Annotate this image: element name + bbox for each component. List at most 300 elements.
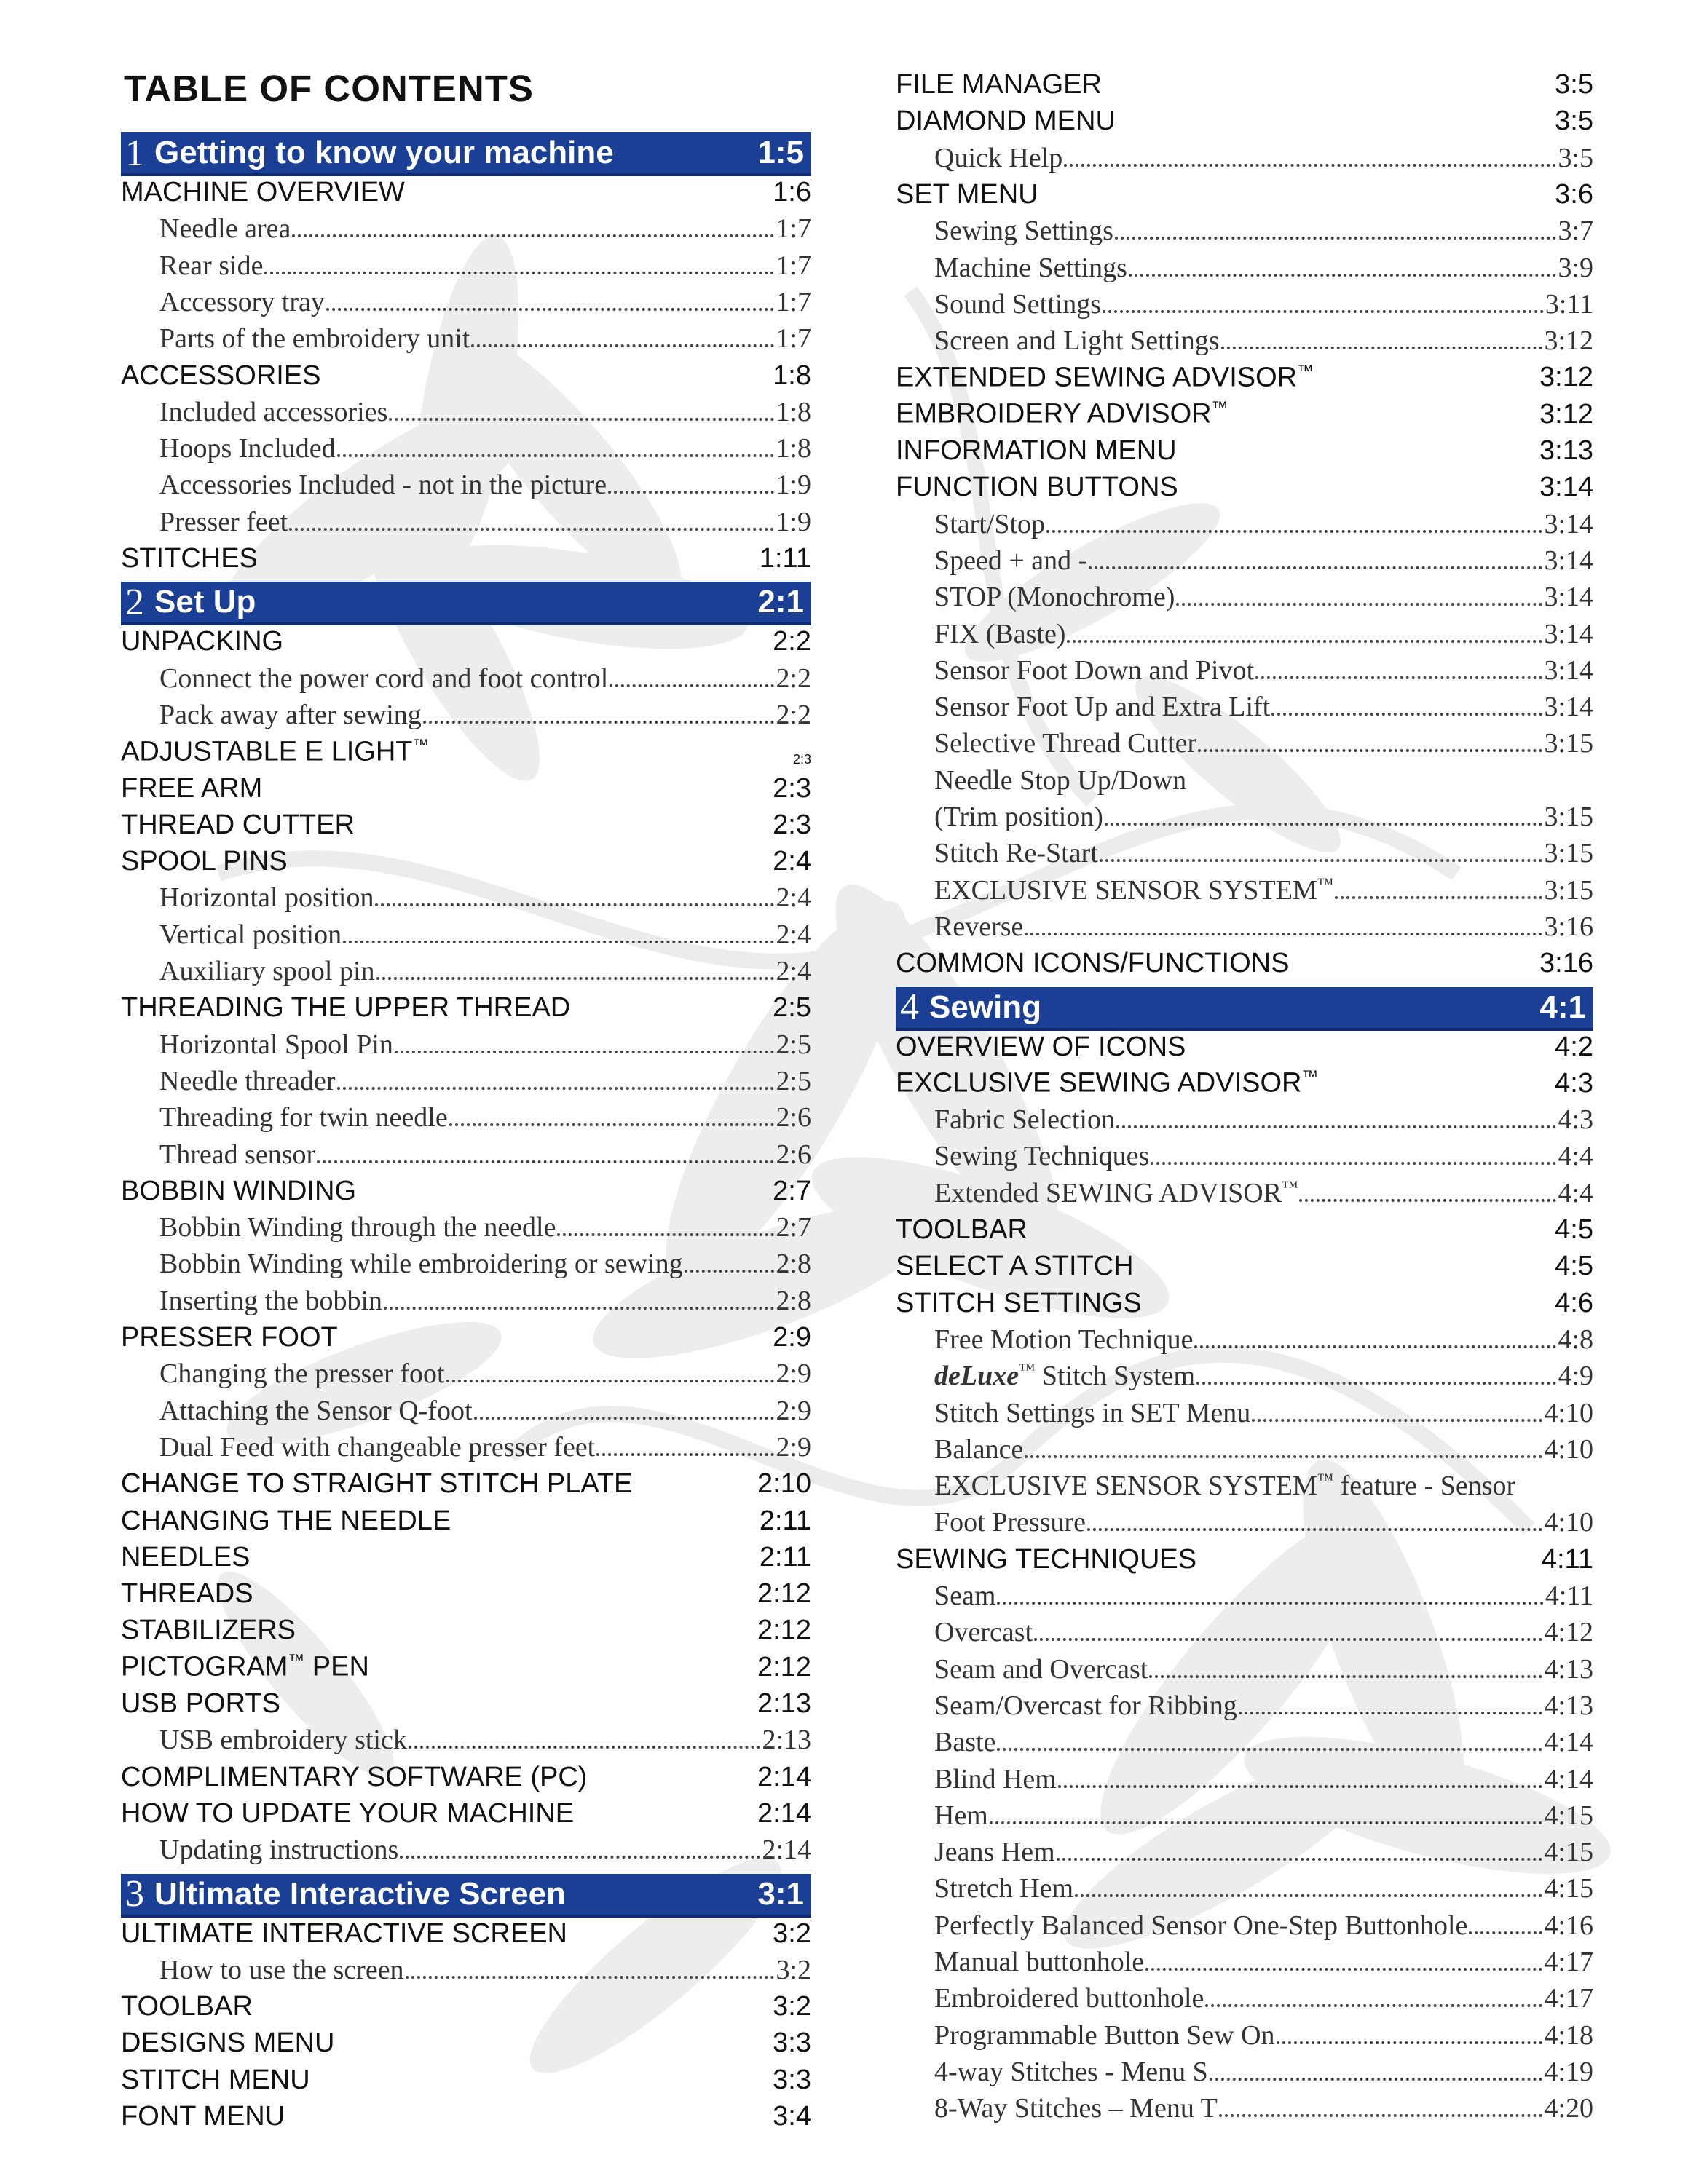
dot-leader <box>1194 1345 1556 1348</box>
entry-page: 3:14 <box>1544 618 1593 649</box>
entry-title: SPOOL PINS <box>121 846 288 877</box>
entry-title: MACHINE OVERVIEW <box>121 177 405 207</box>
entry-page: 4:5 <box>1555 1251 1593 1282</box>
dot-leader <box>474 1417 775 1420</box>
dot-leader <box>1058 1785 1543 1788</box>
toc-entry-dual-feed-with-changeable-presser-feet[interactable] <box>121 1430 811 1463</box>
dot-leader <box>1219 2114 1543 2117</box>
toc-heading-usb-ports[interactable] <box>121 1686 811 1720</box>
toc-heading-needles[interactable] <box>121 1540 811 1573</box>
toc-entry-sensor-foot-down-and-pivot[interactable] <box>896 653 1593 687</box>
dot-leader <box>1129 274 1557 277</box>
entry-page: 4:4 <box>1558 1177 1593 1208</box>
entry-title: Needle threader <box>159 1065 336 1096</box>
entry-title: Overcast <box>934 1617 1033 1648</box>
entry-title: Vertical position <box>159 919 342 950</box>
entry-page: 3:15 <box>1544 728 1593 759</box>
toc-entry-vertical-position[interactable] <box>121 917 811 951</box>
toc-entry-programmable-button-sew-on[interactable] <box>896 2018 1593 2052</box>
toc-entry-4-way-stitches-menu-s[interactable] <box>896 2054 1593 2088</box>
entry-title: Extended SEWING ADVISOR™ <box>934 1177 1298 1208</box>
entry-title: USB PORTS <box>121 1688 280 1719</box>
entry-page: 4:20 <box>1544 2093 1593 2124</box>
dot-leader <box>449 1123 775 1126</box>
toc-heading-stitches[interactable] <box>121 541 811 574</box>
entry-page: 4:11 <box>1541 1543 1593 1575</box>
entry-title: FUNCTION BUTTONS <box>896 472 1178 503</box>
toc-entry-included-accessories[interactable] <box>121 395 811 428</box>
toc-entry-blind-hem[interactable] <box>896 1762 1593 1795</box>
chapter-header-4[interactable] <box>896 987 1593 1031</box>
entry-page: 2:5 <box>776 1065 811 1096</box>
toc-entry-screen-and-light-settings[interactable] <box>896 323 1593 357</box>
dot-leader <box>1064 164 1556 167</box>
dot-leader <box>471 344 774 347</box>
toc-heading-presser-foot[interactable] <box>121 1320 811 1353</box>
chapter-title: Set Up <box>154 584 256 620</box>
entry-title: Sewing Techniques <box>934 1141 1150 1172</box>
toc-entry-deluxe-stitch-system[interactable] <box>896 1358 1593 1392</box>
toc-heading-overview-of-icons[interactable] <box>896 1029 1593 1063</box>
toc-entry-changing-the-presser-foot[interactable] <box>121 1356 811 1390</box>
entry-title: Threading for twin needle <box>159 1102 448 1133</box>
toc-heading-accessories[interactable] <box>121 358 811 392</box>
toc-heading-diamond-menu[interactable] <box>896 103 1593 137</box>
toc-heading-toolbar[interactable] <box>121 1989 811 2022</box>
entry-title: Included accessories <box>159 396 388 427</box>
entry-title: EXCLUSIVE SEWING ADVISOR™ <box>896 1067 1319 1099</box>
toc-entry-pack-away-after-sewing[interactable] <box>121 697 811 731</box>
toc-entry-8-way-stitches-menu-t[interactable] <box>896 2091 1593 2124</box>
entry-title: Jeans Hem <box>934 1837 1055 1868</box>
entry-page: 2:5 <box>776 1029 811 1060</box>
toc-entry-free-motion-technique[interactable] <box>896 1322 1593 1356</box>
entry-title: FONT MENU <box>121 2101 285 2132</box>
entry-page: 2:8 <box>776 1249 811 1280</box>
chapter-title: Sewing <box>929 989 1042 1025</box>
entry-page: 4:6 <box>1555 1287 1593 1318</box>
entry-page: 3:2 <box>776 1954 811 1985</box>
toc-entry-seam-and-overcast[interactable] <box>896 1652 1593 1685</box>
entry-title: DESIGNS MENU <box>121 2027 335 2059</box>
toc-heading-font-menu[interactable] <box>121 2099 811 2132</box>
toc-heading-toolbar[interactable] <box>896 1212 1593 1246</box>
dot-leader <box>384 1307 774 1310</box>
toc-entry-sound-settings[interactable] <box>896 287 1593 320</box>
dot-leader <box>375 903 774 906</box>
toc-heading-pictogram-pen[interactable] <box>121 1650 811 1683</box>
entry-title: Needle area <box>159 213 291 245</box>
entry-title: THREADS <box>121 1578 253 1610</box>
toc-entry-balance[interactable] <box>896 1432 1593 1465</box>
toc-heading-stabilizers[interactable] <box>121 1613 811 1646</box>
toc-entry-rear-side[interactable] <box>121 248 811 282</box>
entry-page: 2:7 <box>776 1212 811 1243</box>
entry-page: 3:14 <box>1539 472 1593 503</box>
entry-page: 2:5 <box>773 992 811 1024</box>
toc-entry-stretch-hem[interactable] <box>896 1871 1593 1904</box>
entry-page: 3:3 <box>773 2064 811 2095</box>
toc-entry-stop-monochrome[interactable] <box>896 579 1593 613</box>
entry-page: 3:5 <box>1555 69 1593 100</box>
toc-heading-designs-menu[interactable] <box>121 2025 811 2059</box>
toc-entry-overcast[interactable] <box>896 1615 1593 1648</box>
entry-page: 2:13 <box>762 1725 811 1756</box>
page-title: TABLE OF CONTENTS <box>124 68 534 109</box>
entry-title: Seam <box>934 1580 996 1611</box>
dot-leader <box>376 977 775 980</box>
toc-heading-how-to-update-your-machine[interactable] <box>121 1796 811 1829</box>
dot-leader <box>326 308 775 311</box>
toc-heading-ultimate-interactive-screen[interactable] <box>121 1916 811 1950</box>
entry-title: SELECT A STITCH <box>896 1251 1134 1282</box>
entry-page: 1:11 <box>759 543 811 574</box>
dot-leader <box>264 272 774 274</box>
toc-heading-change-to-straight-stitch-plate[interactable] <box>121 1466 811 1500</box>
toc-entry-accessories-included-not-in-the-picture[interactable] <box>121 467 811 501</box>
entry-page: 4:13 <box>1544 1690 1593 1721</box>
entry-page: 2:8 <box>776 1285 811 1316</box>
entry-title: Bobbin Winding while embroidering or sewing <box>159 1249 683 1280</box>
toc-entry-bobbin-winding-through-the-needle[interactable] <box>121 1210 811 1243</box>
toc-entry-extended-sewing-advisor[interactable] <box>896 1176 1593 1209</box>
toc-heading-free-arm[interactable] <box>121 771 811 804</box>
entry-title: Programmable Button Sew On <box>934 2019 1275 2051</box>
entry-page: 4:9 <box>1558 1361 1593 1392</box>
entry-title: STITCHES <box>121 543 258 574</box>
entry-page: 3:2 <box>773 1991 811 2022</box>
toc-heading-bobbin-winding[interactable] <box>121 1174 811 1207</box>
toc-entry-auxiliary-spool-pin[interactable] <box>121 954 811 987</box>
dot-leader <box>1103 310 1544 313</box>
dot-leader <box>1255 676 1542 679</box>
toc-entry-parts-of-the-embroidery-unit[interactable] <box>121 321 811 355</box>
chapter-page: 1:5 <box>757 135 804 170</box>
chapter-header-1[interactable] <box>121 132 811 176</box>
toc-heading-adjustable-e-light[interactable] <box>121 734 811 767</box>
toc-entry-usb-embroidery-stick[interactable] <box>121 1722 811 1756</box>
entry-page: 4:19 <box>1544 2056 1593 2087</box>
toc-entry-sewing-techniques[interactable] <box>896 1139 1593 1172</box>
toc-entry-stitch-settings-in-set-menu[interactable] <box>896 1396 1593 1429</box>
entry-title: Speed + and - <box>934 545 1088 576</box>
toc-heading-file-manager[interactable] <box>896 67 1593 100</box>
entry-title: Connect the power cord and foot control <box>159 662 609 694</box>
entry-page: 2:10 <box>757 1468 811 1500</box>
toc-heading-information-menu[interactable] <box>896 433 1593 467</box>
entry-page: 3:12 <box>1544 325 1593 357</box>
entry-title: Selective Thread Cutter <box>934 728 1197 759</box>
entry-page: 2:3 <box>773 772 811 804</box>
entry-page: 3:9 <box>1558 252 1593 283</box>
dot-leader <box>1205 2004 1542 2007</box>
toc-entry-baste[interactable] <box>896 1725 1593 1758</box>
dot-leader <box>610 684 774 687</box>
entry-title: Fabric Selection <box>934 1104 1115 1136</box>
toc-entry-seam-overcast-for-ribbing[interactable] <box>896 1688 1593 1722</box>
entry-title: Manual buttonhole <box>934 1947 1145 1977</box>
toc-entry-horizontal-spool-pin[interactable] <box>121 1027 811 1061</box>
toc-entry-machine-settings[interactable] <box>896 250 1593 284</box>
entry-title: DIAMOND MENU <box>896 106 1116 137</box>
toc-heading-stitch-settings[interactable] <box>896 1286 1593 1319</box>
entry-title: TOOLBAR <box>896 1214 1028 1245</box>
toc-entry-fabric-selection[interactable] <box>896 1102 1593 1136</box>
dot-leader <box>409 1746 761 1749</box>
dot-leader <box>1046 530 1542 533</box>
toc-entry-perfectly-balanced-sensor-one-step-buttonhole[interactable] <box>896 1908 1593 1942</box>
entry-title: EMBROIDERY ADVISOR™ <box>896 397 1228 430</box>
entry-page: 4:3 <box>1555 1067 1593 1099</box>
toc-entry-threading-for-twin-needle[interactable] <box>121 1100 811 1133</box>
entry-title: Auxiliary spool pin <box>159 956 375 986</box>
toc-entry-presser-feet[interactable] <box>121 505 811 538</box>
dot-leader <box>317 1160 774 1163</box>
toc-heading-threading-the-upper-thread[interactable] <box>121 990 811 1024</box>
entry-page: 4:2 <box>1555 1031 1593 1062</box>
toc-heading-changing-the-needle[interactable] <box>121 1503 811 1537</box>
toc-entry-seam[interactable] <box>896 1578 1593 1612</box>
dot-leader <box>1252 1419 1542 1422</box>
toc-entry-needle-area[interactable] <box>121 211 811 245</box>
entry-title: Stitch Re-Start <box>934 838 1098 869</box>
toc-entry-exclusive-sensor-system[interactable] <box>896 873 1593 906</box>
toc-entry-hem[interactable] <box>896 1798 1593 1832</box>
entry-page: 4:3 <box>1558 1104 1593 1136</box>
entry-page: 2:9 <box>773 1322 811 1353</box>
entry-page: 3:15 <box>1544 838 1593 869</box>
entry-page: 3:11 <box>1545 288 1593 320</box>
toc-entry-needle-threader[interactable] <box>121 1064 811 1097</box>
toc-entry-bobbin-winding-while-embroidering-or-sewing[interactable] <box>121 1246 811 1280</box>
entry-title: Horizontal Spool Pin <box>159 1029 393 1060</box>
chapter-number: 1 <box>125 132 144 174</box>
toc-entry-reverse[interactable] <box>896 909 1593 943</box>
toc-entry-speed-and[interactable] <box>896 543 1593 577</box>
toc-entry-sewing-settings[interactable] <box>896 213 1593 247</box>
entry-page: 2:9 <box>776 1395 811 1426</box>
toc-entry-embroidered-buttonhole[interactable] <box>896 1981 1593 2014</box>
dot-leader <box>997 1602 1543 1605</box>
entry-title: COMMON ICONS/FUNCTIONS <box>896 948 1290 979</box>
dot-leader <box>1100 859 1543 862</box>
dot-leader <box>1075 1894 1542 1897</box>
toc-heading-extended-sewing-advisor[interactable] <box>896 360 1593 393</box>
entry-title: TOOLBAR <box>121 1991 253 2022</box>
entry-page: 3:16 <box>1544 911 1593 942</box>
entry-title: Seam and Overcast <box>934 1653 1148 1685</box>
entry-page: 4:10 <box>1544 1507 1593 1538</box>
entry-title: Machine Settings <box>934 252 1127 283</box>
entry-title: Seam/Overcast for Ribbing <box>934 1690 1237 1721</box>
entry-title: OVERVIEW OF ICONS <box>896 1031 1186 1062</box>
entry-page: 3:12 <box>1539 362 1593 393</box>
chapter-page: 3:1 <box>757 1875 804 1912</box>
toc-entry-fix-baste[interactable] <box>896 617 1593 650</box>
dot-leader <box>1105 823 1543 826</box>
dot-leader <box>1198 749 1542 752</box>
toc-heading-spool-pins[interactable] <box>121 844 811 877</box>
dot-leader <box>337 1087 775 1090</box>
chapter-page: 4:1 <box>1539 989 1586 1025</box>
entry-page: 2:2 <box>773 626 811 657</box>
entry-page: 2:9 <box>776 1358 811 1390</box>
toc-heading-select-a-stitch[interactable] <box>896 1249 1593 1282</box>
entry-page: 2:7 <box>773 1175 811 1206</box>
toc-heading-common-icons-functions[interactable] <box>896 946 1593 979</box>
entry-page: 4:16 <box>1544 1910 1593 1941</box>
toc-heading-embroidery-advisor[interactable] <box>896 397 1593 430</box>
entry-title: STOP (Monochrome) <box>934 582 1175 613</box>
entry-title: Sensor Foot Down and Pivot <box>934 654 1255 686</box>
dot-leader <box>337 454 775 457</box>
entry-title: Updating instructions <box>159 1835 399 1866</box>
entry-title: ULTIMATE INTERACTIVE SCREEN <box>121 1918 567 1949</box>
dot-leader <box>1210 2078 1543 2081</box>
toc-entry-needle-stop-up-down[interactable] <box>896 763 1593 796</box>
dot-leader <box>1025 1455 1542 1458</box>
entry-page: 2:4 <box>773 846 811 877</box>
toc-heading-thread-cutter[interactable] <box>121 807 811 841</box>
dot-leader <box>1469 1931 1542 1934</box>
entry-page: 4:15 <box>1544 1800 1593 1831</box>
entry-title: Changing the presser foot <box>159 1358 445 1390</box>
entry-title: (Trim position) <box>934 802 1103 832</box>
entry-title: HOW TO UPDATE YOUR MACHINE <box>121 1797 575 1829</box>
dot-leader <box>1196 1382 1556 1385</box>
toc-entry-thread-sensor[interactable] <box>121 1137 811 1171</box>
toc-heading-threads[interactable] <box>121 1576 811 1610</box>
dot-leader <box>1116 1125 1556 1128</box>
entry-page: 2:6 <box>776 1139 811 1170</box>
entry-title: Parts of the embroidery unit <box>159 323 470 355</box>
toc-entry-stitch-re-start[interactable] <box>896 836 1593 869</box>
entry-page: 2:14 <box>757 1761 811 1792</box>
entry-page: 1:7 <box>776 323 811 355</box>
toc-entry-jeans-hem[interactable] <box>896 1835 1593 1868</box>
toc-entry-accessory-tray[interactable] <box>121 285 811 318</box>
entry-title: ADJUSTABLE E LIGHT™ <box>121 735 430 767</box>
dot-leader <box>1034 1638 1542 1641</box>
dot-leader <box>608 491 774 494</box>
toc-entry-trim-position[interactable] <box>896 799 1593 833</box>
entry-title: Quick Help <box>934 142 1063 173</box>
dot-leader <box>406 1976 775 1979</box>
chapter-page: 2:1 <box>757 584 804 620</box>
entry-title: Inserting the bobbin <box>159 1285 383 1316</box>
entry-title: Presser feet <box>159 506 288 537</box>
toc-entry-how-to-use-the-screen[interactable] <box>121 1952 811 1986</box>
entry-page: 1:6 <box>773 177 811 207</box>
dot-leader <box>1299 1199 1556 1202</box>
entry-page: 1:8 <box>776 433 811 464</box>
entry-page: 3:7 <box>1558 215 1593 247</box>
entry-title: FREE ARM <box>121 772 263 804</box>
toc-entry-hoops-included[interactable] <box>121 431 811 464</box>
toc-heading-unpacking[interactable] <box>121 624 811 657</box>
toc-heading-set-menu[interactable] <box>896 177 1593 210</box>
entry-page: 4:15 <box>1544 1837 1593 1868</box>
entry-page: 4:17 <box>1544 1947 1593 1977</box>
entry-title: Blind Hem <box>934 1763 1057 1795</box>
entry-page: 4:18 <box>1544 2019 1593 2051</box>
chapter-number: 2 <box>125 581 144 623</box>
entry-title: Stitch Settings in SET Menu <box>934 1397 1251 1428</box>
toc-heading-sewing-techniques[interactable] <box>896 1542 1593 1575</box>
entry-title: EXCLUSIVE SENSOR SYSTEM™ feature - Sensor <box>934 1470 1516 1502</box>
toc-entry-inserting-the-bobbin[interactable] <box>121 1283 811 1317</box>
toc-entry-connect-the-power-cord-and-foot-control[interactable] <box>121 661 811 695</box>
chapter-header-3[interactable] <box>121 1874 811 1918</box>
entry-page: 4:10 <box>1544 1433 1593 1465</box>
toc-heading-stitch-menu[interactable] <box>121 2062 811 2096</box>
entry-title: THREADING THE UPPER THREAD <box>121 992 571 1024</box>
entry-page: 4:15 <box>1544 1873 1593 1904</box>
entry-page: 3:5 <box>1558 142 1593 173</box>
entry-title: UNPACKING <box>121 626 284 657</box>
toc-heading-machine-overview[interactable] <box>121 175 811 208</box>
toc-entry-selective-thread-cutter[interactable] <box>896 726 1593 759</box>
toc-entry-manual-buttonhole[interactable] <box>896 1944 1593 1978</box>
chapter-header-2[interactable] <box>121 582 811 625</box>
toc-entry-quick-help[interactable] <box>896 141 1593 174</box>
dot-leader <box>596 1453 774 1456</box>
toc-entry-foot-pressure[interactable] <box>896 1505 1593 1538</box>
entry-page: 3:15 <box>1544 802 1593 832</box>
toc-heading-exclusive-sewing-advisor[interactable] <box>896 1066 1593 1099</box>
dot-leader <box>1115 237 1556 240</box>
dot-leader <box>1087 1528 1542 1531</box>
toc-entry-start-stop[interactable] <box>896 507 1593 540</box>
dot-leader <box>400 1856 760 1859</box>
entry-title: SEWING TECHNIQUES <box>896 1543 1197 1575</box>
dot-leader <box>423 721 775 724</box>
entry-title: Sound Settings <box>934 288 1102 320</box>
entry-title: Hem <box>934 1800 988 1831</box>
toc-entry-sensor-foot-up-and-extra-lift[interactable] <box>896 689 1593 723</box>
toc-heading-function-buttons[interactable] <box>896 470 1593 503</box>
entry-title: Screen and Light Settings <box>934 325 1220 357</box>
dot-leader <box>289 528 774 531</box>
entry-title: Horizontal position <box>159 882 374 914</box>
entry-title: PRESSER FOOT <box>121 1322 338 1353</box>
entry-page: 2:14 <box>757 1797 811 1829</box>
entry-title: EXCLUSIVE SENSOR SYSTEM™ <box>934 874 1334 906</box>
toc-entry-updating-instructions[interactable] <box>121 1832 811 1866</box>
entry-page: 2:12 <box>757 1651 811 1682</box>
entry-page: 3:15 <box>1544 874 1593 906</box>
dot-leader <box>990 1821 1543 1824</box>
entry-page: 2:12 <box>757 1615 811 1646</box>
toc-heading-complimentary-software-pc[interactable] <box>121 1760 811 1793</box>
toc-entry-exclusive-sensor-system-feature-sensor[interactable] <box>896 1468 1593 1502</box>
dot-leader <box>1145 1968 1542 1971</box>
entry-page: 1:7 <box>776 213 811 245</box>
entry-page: 3:2 <box>773 1918 811 1949</box>
toc-entry-attaching-the-sensor-q-foot[interactable] <box>121 1393 811 1427</box>
entry-title: SET MENU <box>896 178 1038 210</box>
chapter-title: Getting to know your machine <box>154 135 614 170</box>
dot-leader <box>446 1380 775 1382</box>
entry-page: 2:3 <box>773 809 811 840</box>
entry-page: 2:2 <box>776 662 811 694</box>
entry-title: Dual Feed with changeable presser feet <box>159 1431 596 1463</box>
entry-page: 2:4 <box>776 956 811 986</box>
entry-page: 4:11 <box>1545 1580 1593 1611</box>
dot-leader <box>1271 713 1542 716</box>
toc-entry-horizontal-position[interactable] <box>121 880 811 914</box>
entry-page: 4:14 <box>1544 1763 1593 1795</box>
